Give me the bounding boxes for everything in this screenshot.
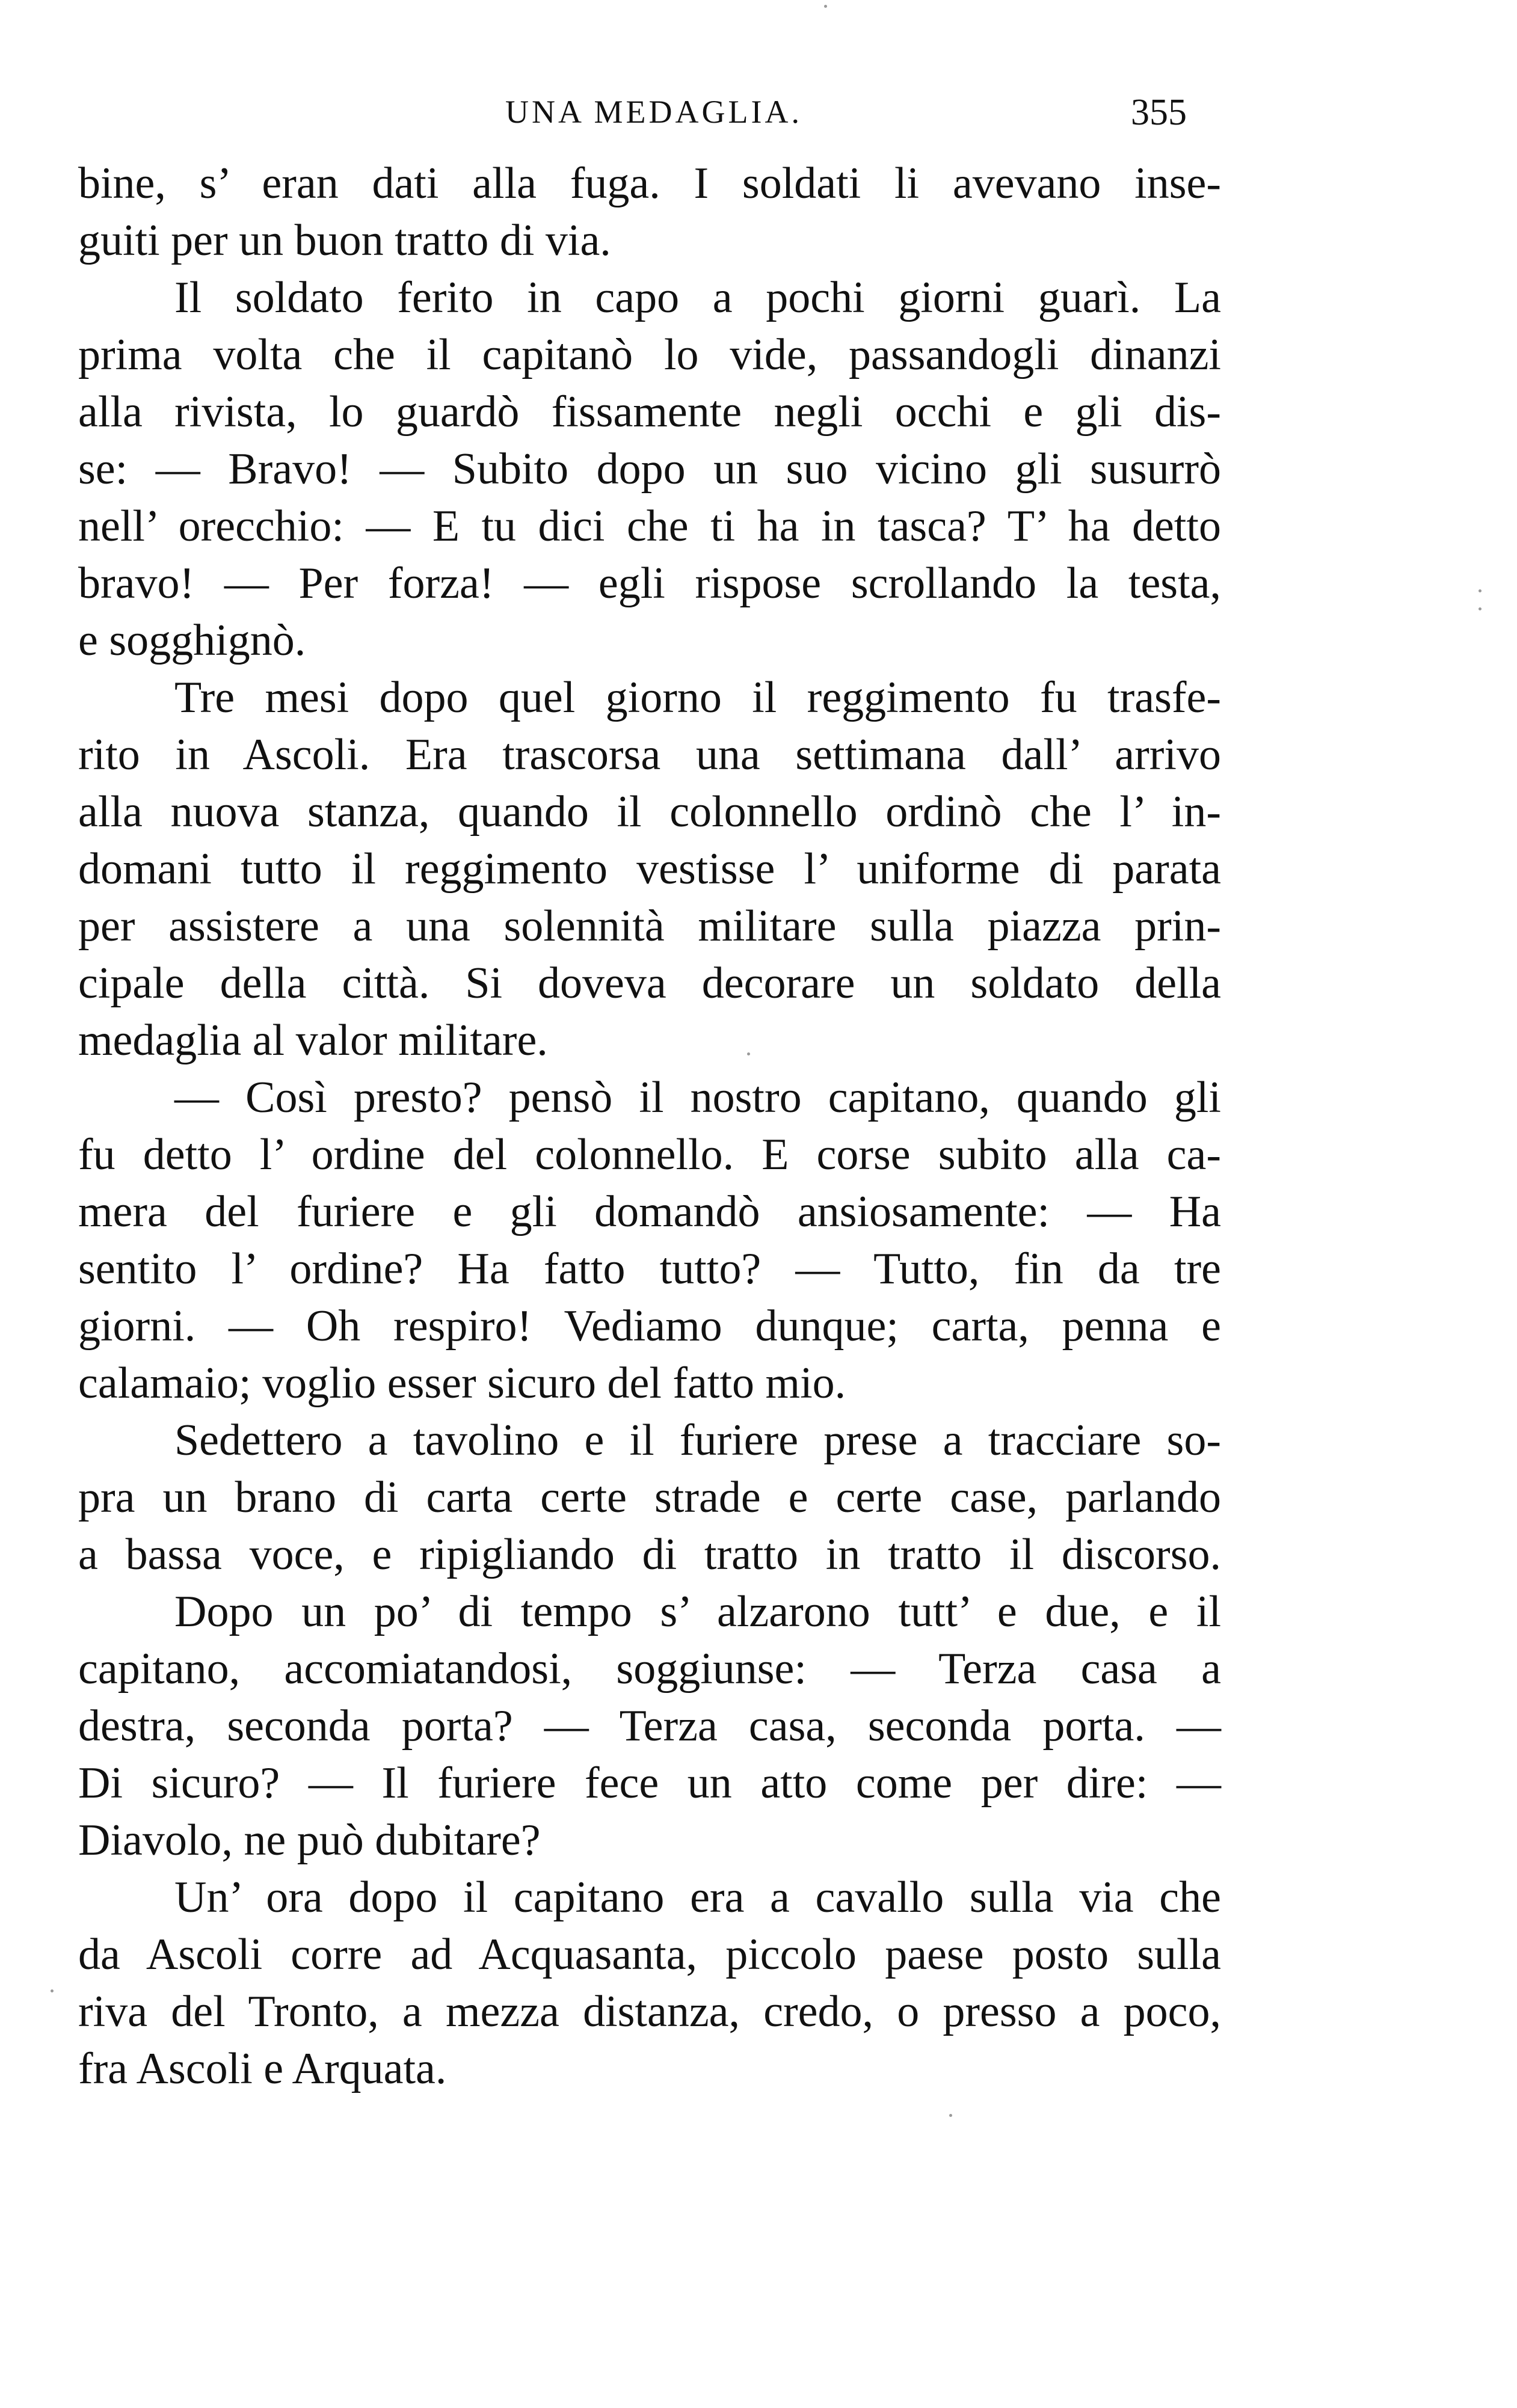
scan-speck: [51, 1989, 54, 1992]
text-line: medaglia al valor militare.: [78, 1016, 548, 1065]
text-line: giorni. — Oh respiro! Vediamo dunque; carta, penna e: [78, 1301, 1221, 1351]
text-line: bine, s’ eran dati alla fuga. I soldati li avevano inse-: [78, 159, 1221, 208]
text-line: Diavolo, ne può dubitare?: [78, 1816, 541, 1865]
scan-speck: [747, 1052, 750, 1055]
text-line: bravo! — Per forza! — egli rispose scrollando la testa,: [78, 559, 1221, 608]
text-line: e sogghignò.: [78, 616, 306, 665]
text-line: Il soldato ferito in capo a pochi giorni guarì. La: [174, 273, 1221, 322]
text-line: alla rivista, lo guardò fissamente negli occhi e gli dis-: [78, 387, 1221, 437]
text-line: a bassa voce, e ripigliando di tratto in tratto il discorso.: [78, 1530, 1221, 1579]
text-line: Di sicuro? — Il furiere fece un atto come per dire: —: [78, 1758, 1221, 1808]
scan-speck: [1479, 607, 1482, 610]
text-line: domani tutto il reggimento vestisse l’ uniforme di parata: [78, 844, 1221, 894]
text-line: guiti per un buon tratto di via.: [78, 216, 611, 265]
text-line: capitano, accomiatandosi, soggiunse: — Terza casa a: [78, 1644, 1221, 1694]
text-line: Sedettero a tavolino e il furiere prese a tracciare so-: [174, 1416, 1221, 1465]
text-line: alla nuova stanza, quando il colonnello ordinò che l’ in-: [78, 787, 1221, 837]
text-line: pra un brano di carta certe strade e certe case, parlando: [78, 1473, 1221, 1522]
body-text: [78, 155, 1221, 2098]
text-line: mera del furiere e gli domandò ansiosamente: — Ha: [78, 1187, 1221, 1236]
scan-speck: [949, 2114, 952, 2117]
text-line: riva del Tronto, a mezza distanza, credo, o presso a poco,: [78, 1987, 1221, 2036]
text-line: rito in Ascoli. Era trascorsa una settimana dall’ arrivo: [78, 730, 1221, 779]
text-line: cipale della città. Si doveva decorare un soldato della: [78, 959, 1221, 1008]
text-line: fra Ascoli e Arquata.: [78, 2044, 447, 2093]
text-line: destra, seconda porta? — Terza casa, seconda porta. —: [78, 1701, 1221, 1751]
text-line: per assistere a una solennità militare sulla piazza prin-: [78, 901, 1221, 951]
text-line: Tre mesi dopo quel giorno il reggimento fu trasfe-: [174, 673, 1221, 722]
text-line: Un’ ora dopo il capitano era a cavallo sulla via che: [174, 1873, 1221, 1922]
text-line: prima volta che il capitanò lo vide, passandogli dinanzi: [78, 330, 1221, 379]
running-head: UNA MEDAGLIA.: [505, 94, 802, 130]
text-line: se: — Bravo! — Subito dopo un suo vicino gli susurrò: [78, 444, 1221, 494]
text-line: — Così presto? pensò il nostro capitano, quando gli: [174, 1073, 1221, 1122]
text-line: calamaio; voglio esser sicuro del fatto mio.: [78, 1359, 846, 1408]
scan-speck: [1479, 589, 1482, 592]
page-number: 355: [1131, 92, 1187, 133]
scan-speck: [824, 5, 827, 8]
text-line: sentito l’ ordine? Ha fatto tutto? — Tutto, fin da tre: [78, 1244, 1221, 1294]
text-line: da Ascoli corre ad Acquasanta, piccolo paese posto sulla: [78, 1930, 1221, 1979]
text-line: nell’ orecchio: — E tu dici che ti ha in tasca? T’ ha detto: [78, 502, 1221, 551]
text-line: fu detto l’ ordine del colonnello. E corse subito alla ca-: [78, 1130, 1221, 1179]
text-line: Dopo un po’ di tempo s’ alzarono tutt’ e due, e il: [174, 1587, 1221, 1636]
